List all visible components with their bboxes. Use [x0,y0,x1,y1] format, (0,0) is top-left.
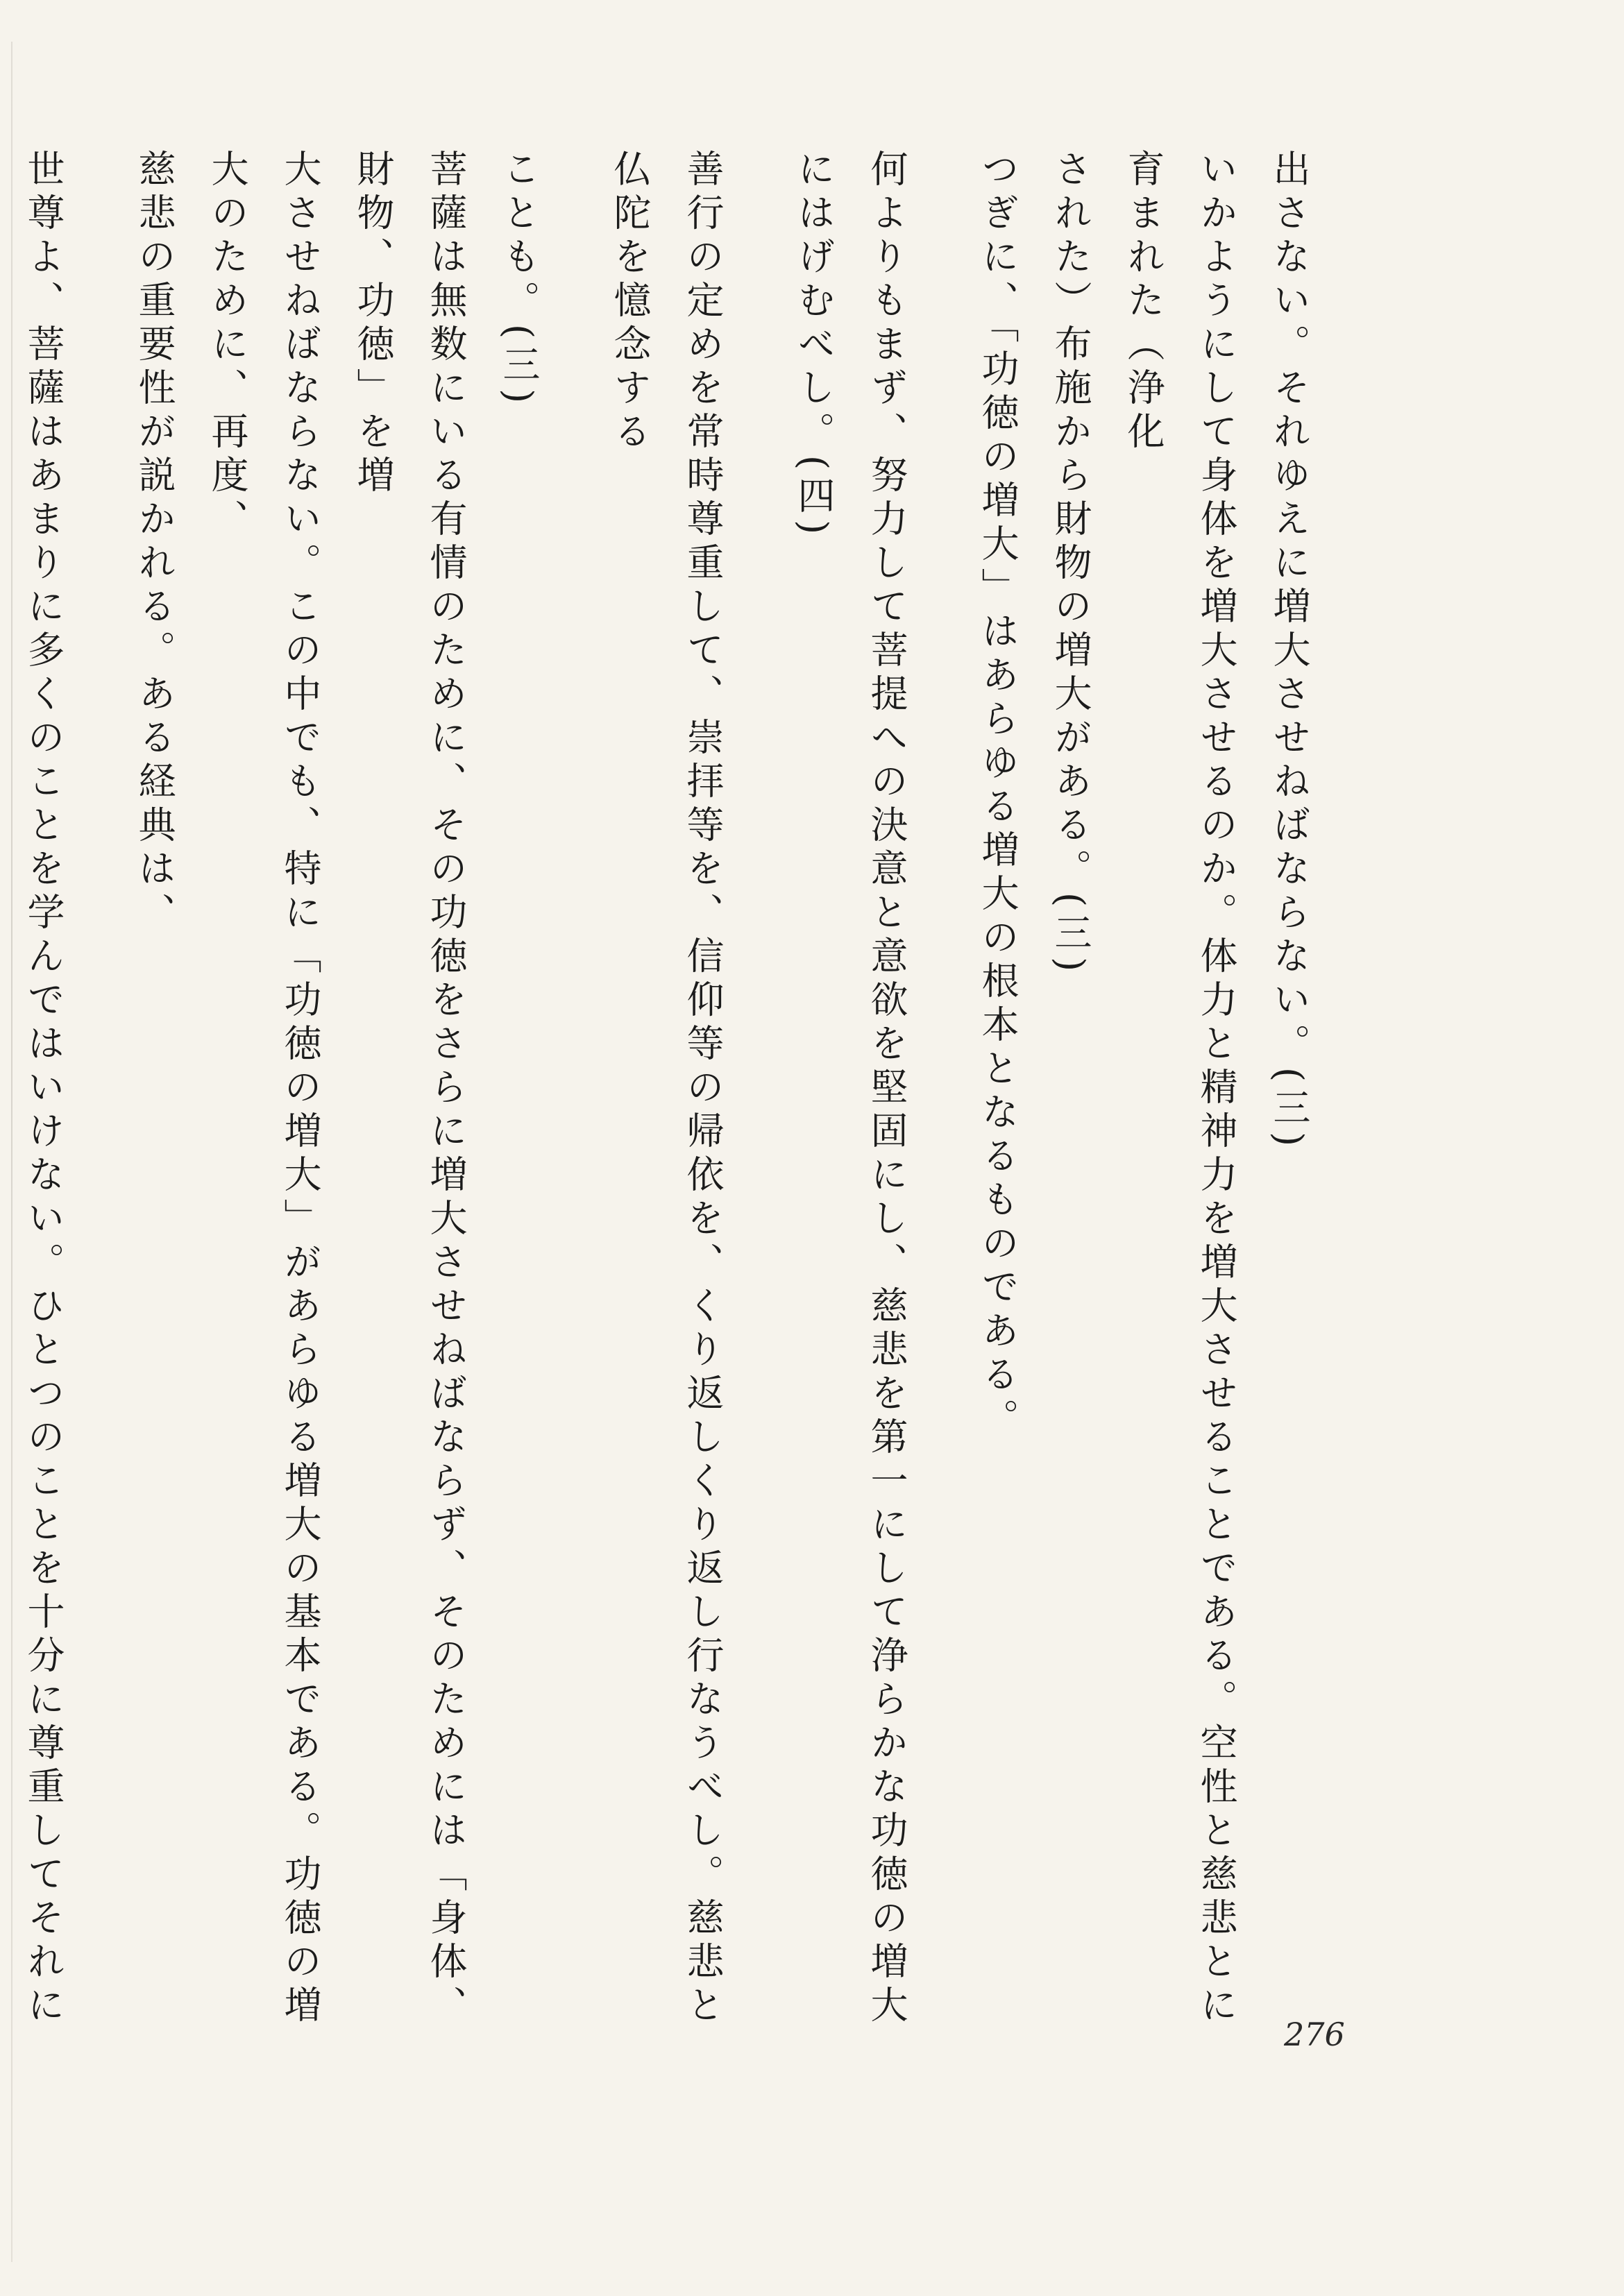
text-line: 出さない。それゆえに増大させねばならない。(三) [1267,149,1311,1153]
text-line: 善行の定めを常時尊重して、崇拝等を、信仰等の帰依を、くり返しくり返し行なうべし。慈悲と仏陀を憶念する [608,149,725,2029]
text-line: いかようにして身体を増大させるのか。体力と精神力を増大させることである。空性と慈悲とに育まれた（浄化 [1122,149,1238,2029]
vertical-text-body [22,149,1326,2064]
text-line: された）布施から財物の増大がある。(三) [1049,149,1092,978]
text-line: つぎに、「功徳の増大」はあらゆる増大の根本となるものである。 [976,149,1020,1442]
text-line: 慈悲の重要性が説かれる。ある経典は、 [133,149,176,936]
text-line: 世尊よ、菩薩はあまりに多くのことを学んではいけない。ひとつのことを十分に尊重してそれに [22,149,65,2029]
text-line: 大させねばならない。この中でも、特に「功徳の増大」があらゆる増大の基本である。功徳の増大のために、再度、 [205,149,322,2029]
text-line: ことも。(三) [497,149,541,410]
page-number: 276 [1284,2016,1345,2053]
text-line: 何よりもまず、努力して菩提への決意と意欲を堅固にし、慈悲を第一にして浄らかな功徳の増大にはげむべし。(四) [792,149,908,2029]
text-line: 菩薩は無数にいる有情のために、その功徳をさらに増大させねばならず、そのためには「身体、財物、功徳」を増 [351,149,468,2029]
